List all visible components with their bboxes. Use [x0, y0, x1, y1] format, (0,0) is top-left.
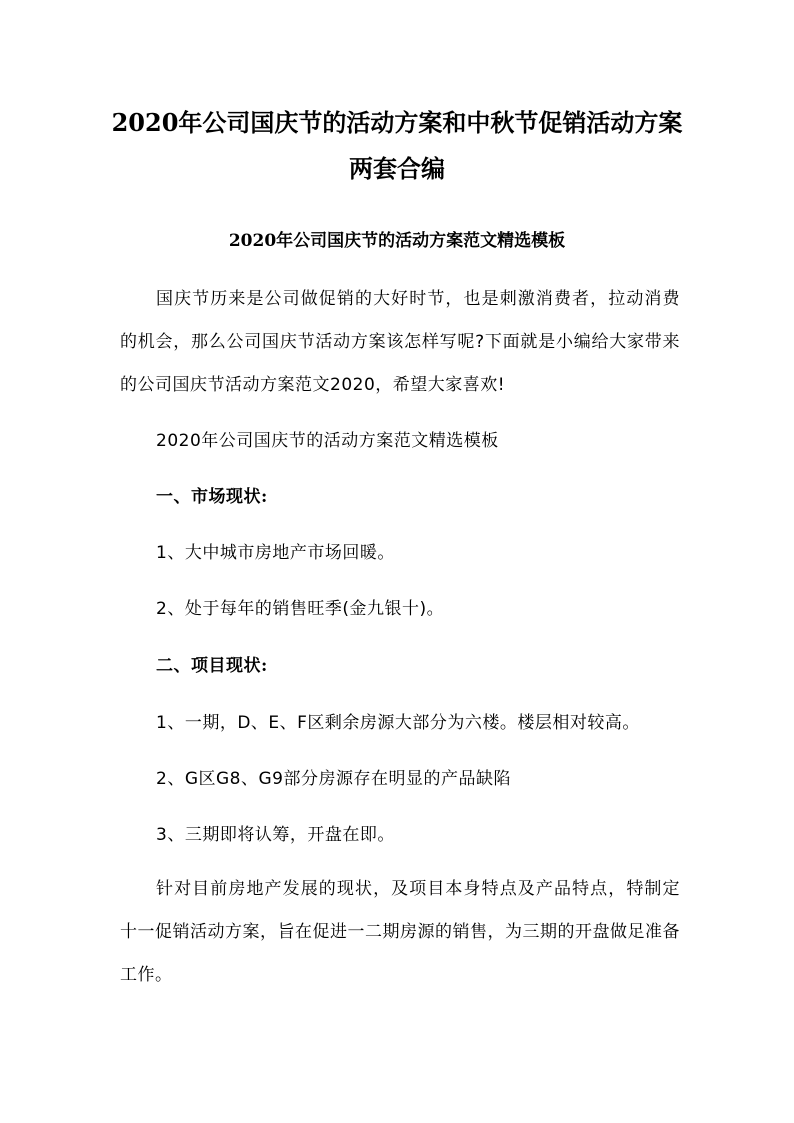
- document-title: 2020年公司国庆节的活动方案和中秋节促销活动方案两套合编: [111, 108, 683, 183]
- project-item-3: 3、三期即将认筹，开盘在即。: [156, 825, 395, 845]
- closing-paragraph: 针对目前房地产发展的现状，及项目本身特点及产品特点，特制定十一促销活动方案，旨在促进一二期房源的销售，为三期的开盘做足准备工作。: [120, 879, 680, 985]
- intro-paragraph: 国庆节历来是公司做促销的大好时节，也是刺激消费者，拉动消费的机会，那么公司国庆节活动方案该怎样写呢?下面就是小编给大家带来的公司国庆节活动方案范文2020，希望大家喜欢!: [120, 289, 680, 395]
- document-subtitle: 2020年公司国庆节的活动方案范文精选模板: [228, 231, 566, 251]
- project-item-1: 1、一期，D、E、F区剩余房源大部分为六楼。楼层相对较高。: [156, 713, 640, 733]
- repeat-heading: 2020年公司国庆节的活动方案范文精选模板: [156, 431, 499, 451]
- section-heading-project: 二、项目现状:: [156, 656, 268, 676]
- section-heading-market: 一、市场现状:: [156, 487, 268, 507]
- market-item-1: 1、大中城市房地产市场回暖。: [156, 543, 395, 563]
- project-item-2: 2、G区G8、G9部分房源存在明显的产品缺陷: [156, 769, 511, 789]
- market-item-2: 2、处于每年的销售旺季(金九银十)。: [156, 599, 445, 619]
